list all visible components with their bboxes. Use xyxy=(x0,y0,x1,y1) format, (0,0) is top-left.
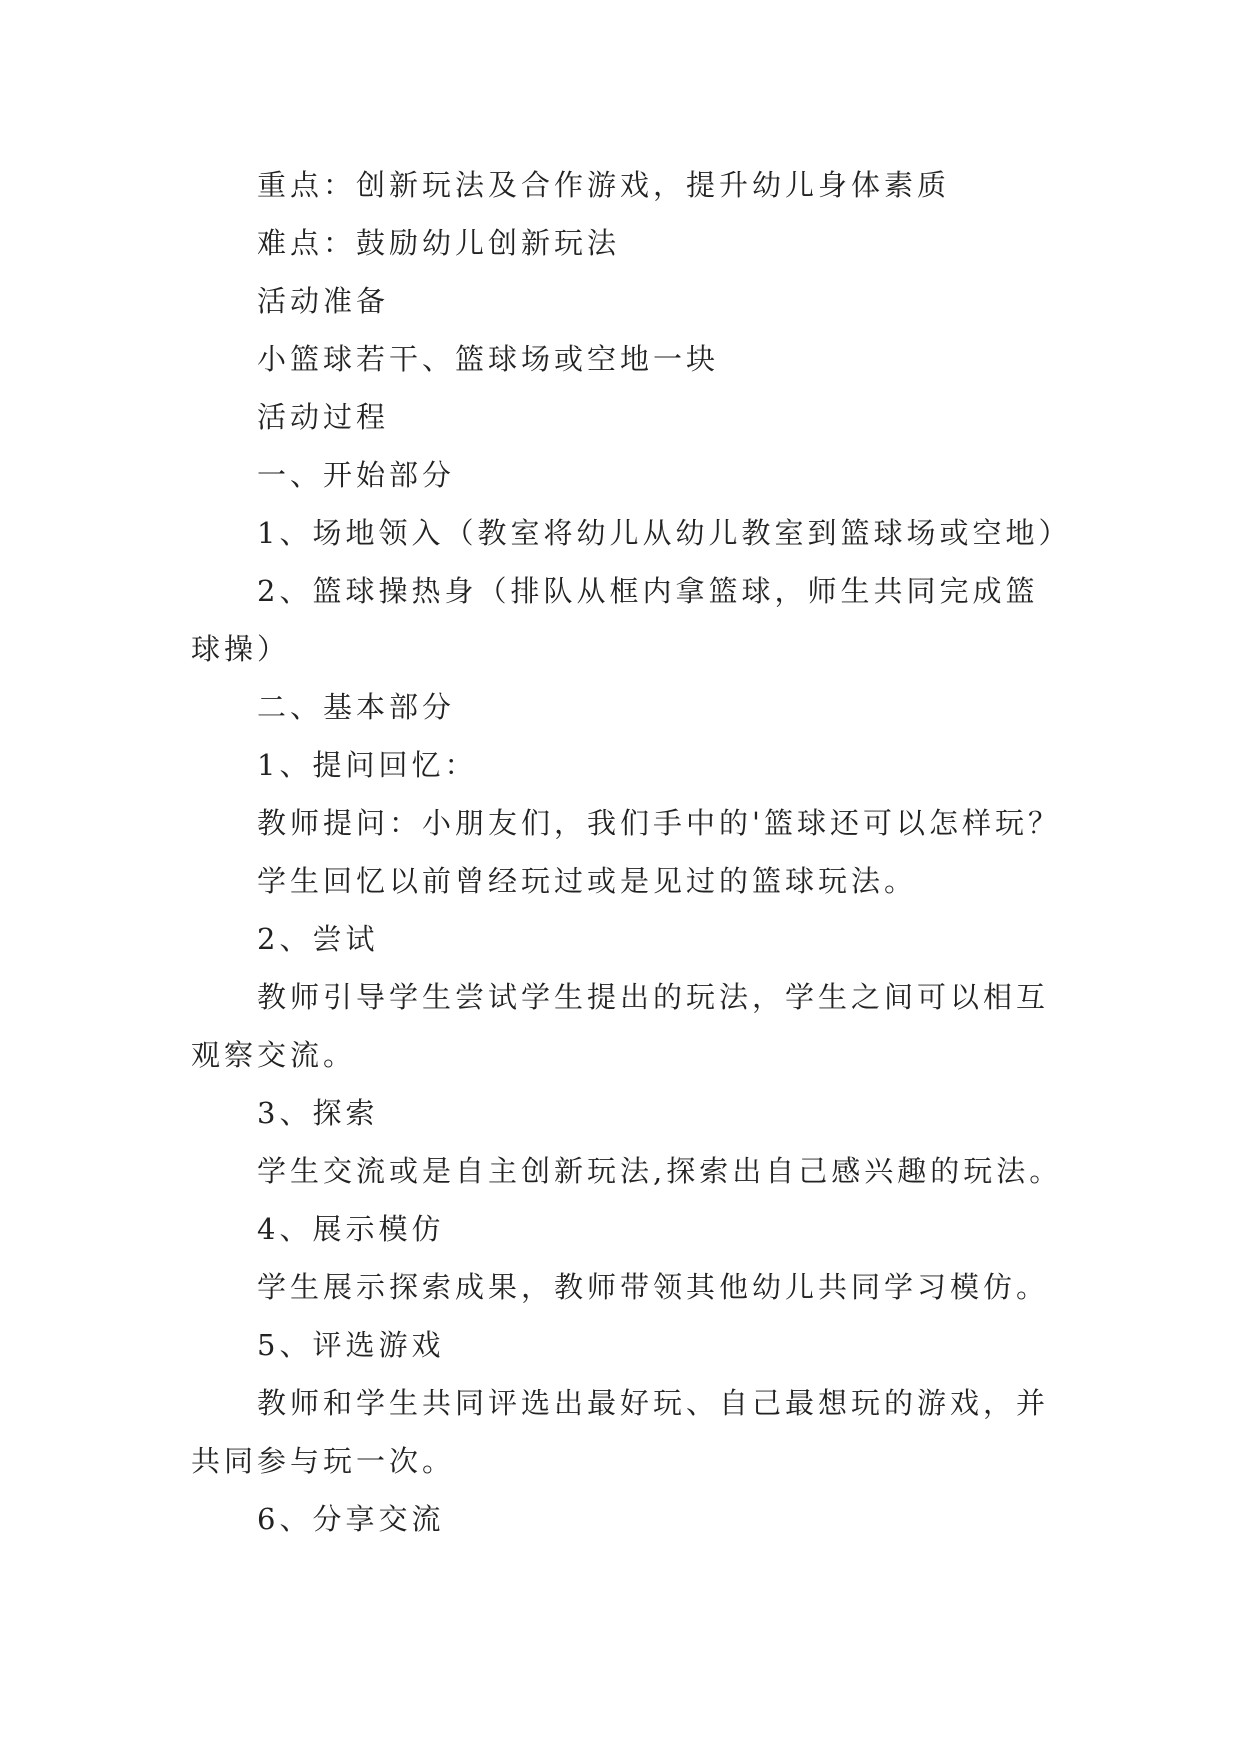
paragraph-continuation: 共同参与玩一次。 xyxy=(191,1444,456,1478)
list-item-continuation: 球操） xyxy=(191,632,291,666)
list-item: 3、探索 xyxy=(257,1096,379,1130)
section-heading-start: 一、开始部分 xyxy=(257,458,456,492)
list-item: 4、展示模仿 xyxy=(257,1212,445,1246)
paragraph: 学生回忆以前曾经玩过或是见过的篮球玩法。 xyxy=(257,864,918,898)
list-item: 5、评选游戏 xyxy=(257,1328,445,1362)
list-item: 2、尝试 xyxy=(257,922,379,956)
paragraph-continuation: 观察交流。 xyxy=(191,1038,357,1072)
paragraph: 教师提问：小朋友们，我们手中的'篮球还可以怎样玩？ xyxy=(257,806,1061,840)
section-heading-basic: 二、基本部分 xyxy=(257,690,456,724)
paragraph: 学生展示探索成果，教师带领其他幼儿共同学习模仿。 xyxy=(257,1270,1050,1304)
paragraph: 学生交流或是自主创新玩法,探索出自己感兴趣的玩法。 xyxy=(257,1154,1063,1188)
paragraph-difficulty: 难点：鼓励幼儿创新玩法 xyxy=(257,226,621,260)
paragraph: 教师引导学生尝试学生提出的玩法，学生之间可以相互 xyxy=(257,980,1050,1014)
paragraph-materials: 小篮球若干、篮球场或空地一块 xyxy=(257,342,720,376)
list-item: 1、场地领入（教室将幼儿从幼儿教室到篮球场或空地） xyxy=(257,516,1072,550)
list-item: 1、提问回忆： xyxy=(257,748,478,782)
heading-process: 活动过程 xyxy=(257,400,390,434)
list-item: 2、篮球操热身（排队从框内拿篮球，师生共同完成篮 xyxy=(257,574,1039,608)
heading-preparation: 活动准备 xyxy=(257,284,390,318)
paragraph: 教师和学生共同评选出最好玩、自己最想玩的游戏，并 xyxy=(257,1386,1050,1420)
paragraph-key-point: 重点：创新玩法及合作游戏，提升幼儿身体素质 xyxy=(257,168,951,202)
list-item: 6、分享交流 xyxy=(257,1502,445,1536)
